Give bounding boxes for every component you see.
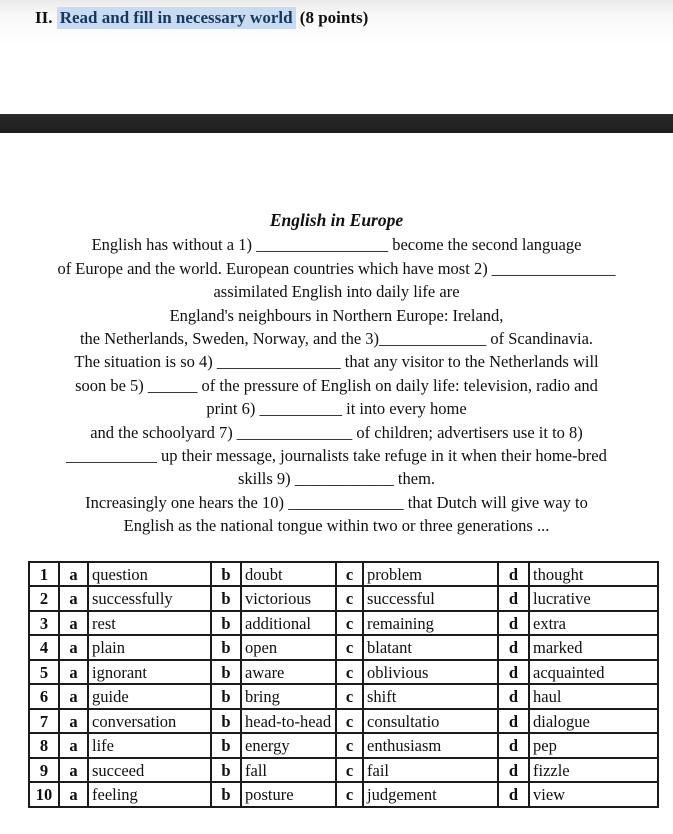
options-row bbox=[29, 782, 658, 807]
option-word-a: rest bbox=[88, 611, 211, 636]
passage-line: English has without a 1) ________________ become the second language bbox=[91, 235, 582, 255]
passage-line: skills 9) ____________ them. bbox=[237, 469, 436, 489]
option-letter-d: d bbox=[498, 660, 529, 685]
question-number: 3 bbox=[29, 611, 59, 636]
option-letter-c: c bbox=[336, 635, 363, 660]
option-word-d: extra bbox=[529, 611, 658, 636]
question-number: 5 bbox=[29, 660, 59, 685]
passage-line: ___________ up their message, journalists take refuge in it when their home-bred bbox=[66, 446, 607, 466]
option-letter-c: c bbox=[336, 660, 363, 685]
option-word-a: plain bbox=[88, 635, 211, 660]
option-letter-a: a bbox=[59, 709, 88, 734]
option-letter-a: a bbox=[59, 782, 88, 807]
question-number: 6 bbox=[29, 684, 59, 709]
option-word-d: thought bbox=[529, 562, 658, 587]
option-letter-a: a bbox=[59, 635, 88, 660]
passage-title: English in Europe bbox=[269, 210, 404, 230]
option-letter-b: b bbox=[211, 635, 241, 660]
option-word-c: oblivious bbox=[363, 660, 498, 685]
option-letter-a: a bbox=[59, 758, 88, 783]
option-letter-c: c bbox=[336, 782, 363, 807]
options-row bbox=[29, 611, 658, 636]
option-word-b: aware bbox=[241, 660, 336, 685]
option-letter-d: d bbox=[498, 635, 529, 660]
option-letter-c: c bbox=[336, 586, 363, 611]
separator-bar bbox=[0, 114, 673, 133]
option-letter-d: d bbox=[498, 611, 529, 636]
passage-line: print 6) __________ it into every home bbox=[206, 399, 467, 419]
option-letter-d: d bbox=[498, 586, 529, 611]
option-letter-b: b bbox=[211, 660, 241, 685]
option-word-a: conversation bbox=[88, 709, 211, 734]
options-row bbox=[29, 660, 658, 685]
option-word-a: ignorant bbox=[88, 660, 211, 685]
question-number: 10 bbox=[29, 782, 59, 807]
option-letter-a: a bbox=[59, 660, 88, 685]
option-word-b: fall bbox=[241, 758, 336, 783]
question-number: 9 bbox=[29, 758, 59, 783]
option-letter-d: d bbox=[498, 684, 529, 709]
option-word-b: energy bbox=[241, 733, 336, 758]
section-numeral: II. bbox=[35, 8, 53, 27]
passage-body bbox=[0, 233, 673, 537]
option-letter-b: b bbox=[211, 782, 241, 807]
passage-line: Increasingly one hears the 10) ______________ that Dutch will give way to bbox=[85, 492, 588, 512]
option-letter-a: a bbox=[59, 733, 88, 758]
options-row bbox=[29, 684, 658, 709]
option-letter-d: d bbox=[498, 562, 529, 587]
option-letter-a: a bbox=[59, 586, 88, 611]
option-letter-b: b bbox=[211, 586, 241, 611]
option-word-d: marked bbox=[529, 635, 658, 660]
option-letter-c: c bbox=[336, 684, 363, 709]
option-letter-c: c bbox=[336, 758, 363, 783]
options-row bbox=[29, 758, 658, 783]
option-word-d: dialogue bbox=[529, 709, 658, 734]
passage-line: soon be 5) ______ of the pressure of English on daily life: television, radio and bbox=[75, 375, 598, 395]
option-word-d: pep bbox=[529, 733, 658, 758]
option-word-d: acquainted bbox=[529, 660, 658, 685]
option-word-c: consultatio bbox=[363, 709, 498, 734]
option-word-a: succeed bbox=[88, 758, 211, 783]
option-word-b: open bbox=[241, 635, 336, 660]
passage-line: English as the national tongue within two or three generations ... bbox=[123, 516, 550, 536]
options-row bbox=[29, 562, 658, 587]
option-word-d: haul bbox=[529, 684, 658, 709]
question-number: 4 bbox=[29, 635, 59, 660]
cloze-passage bbox=[0, 209, 673, 538]
option-word-c: judgement bbox=[363, 782, 498, 807]
option-letter-c: c bbox=[336, 562, 363, 587]
option-word-b: additional bbox=[241, 611, 336, 636]
option-letter-a: a bbox=[59, 684, 88, 709]
option-word-a: successfully bbox=[88, 586, 211, 611]
passage-line: of Europe and the world. European countries which have most 2) _______________ bbox=[57, 258, 616, 278]
question-number: 8 bbox=[29, 733, 59, 758]
option-word-c: remaining bbox=[363, 611, 498, 636]
passage-line: assimilated English into daily life are bbox=[213, 282, 460, 302]
option-word-c: shift bbox=[363, 684, 498, 709]
option-word-c: blatant bbox=[363, 635, 498, 660]
option-letter-b: b bbox=[211, 562, 241, 587]
option-word-c: successful bbox=[363, 586, 498, 611]
option-letter-c: c bbox=[336, 733, 363, 758]
question-number: 2 bbox=[29, 586, 59, 611]
option-word-b: bring bbox=[241, 684, 336, 709]
question-number: 7 bbox=[29, 709, 59, 734]
section-points: (8 points) bbox=[299, 8, 369, 27]
option-word-d: fizzle bbox=[529, 758, 658, 783]
option-word-d: lucrative bbox=[529, 586, 658, 611]
option-letter-b: b bbox=[211, 709, 241, 734]
section-heading bbox=[0, 0, 673, 28]
option-letter-a: a bbox=[59, 562, 88, 587]
option-word-a: life bbox=[88, 733, 211, 758]
section-title-highlighted: Read and fill in necessary world bbox=[57, 7, 296, 29]
passage-line: England's neighbours in Northern Europe: Ireland, bbox=[169, 305, 504, 325]
option-letter-d: d bbox=[498, 709, 529, 734]
option-letter-b: b bbox=[211, 611, 241, 636]
options-row bbox=[29, 635, 658, 660]
question-number: 1 bbox=[29, 562, 59, 587]
option-letter-d: d bbox=[498, 758, 529, 783]
option-letter-c: c bbox=[336, 611, 363, 636]
option-word-b: head-to-head bbox=[241, 709, 336, 734]
passage-line: The situation is so 4) _______________ that any visitor to the Netherlands will bbox=[74, 352, 599, 372]
option-word-b: posture bbox=[241, 782, 336, 807]
passage-line: the Netherlands, Sweden, Norway, and the 3)_____________ of Scandinavia. bbox=[79, 329, 594, 349]
option-word-b: doubt bbox=[241, 562, 336, 587]
option-word-a: question bbox=[88, 562, 211, 587]
option-word-d: view bbox=[529, 782, 658, 807]
option-word-c: problem bbox=[363, 562, 498, 587]
options-table bbox=[28, 561, 659, 808]
option-letter-d: d bbox=[498, 782, 529, 807]
option-letter-a: a bbox=[59, 611, 88, 636]
passage-line: and the schoolyard 7) ______________ of children; advertisers use it to 8) bbox=[90, 422, 583, 442]
option-word-c: enthusiasm bbox=[363, 733, 498, 758]
options-row bbox=[29, 709, 658, 734]
option-word-b: victorious bbox=[241, 586, 336, 611]
option-letter-d: d bbox=[498, 733, 529, 758]
option-word-c: fail bbox=[363, 758, 498, 783]
option-letter-b: b bbox=[211, 733, 241, 758]
option-word-a: feeling bbox=[88, 782, 211, 807]
option-word-a: guide bbox=[88, 684, 211, 709]
options-row bbox=[29, 733, 658, 758]
options-row bbox=[29, 586, 658, 611]
option-letter-c: c bbox=[336, 709, 363, 734]
option-letter-b: b bbox=[211, 758, 241, 783]
option-letter-b: b bbox=[211, 684, 241, 709]
